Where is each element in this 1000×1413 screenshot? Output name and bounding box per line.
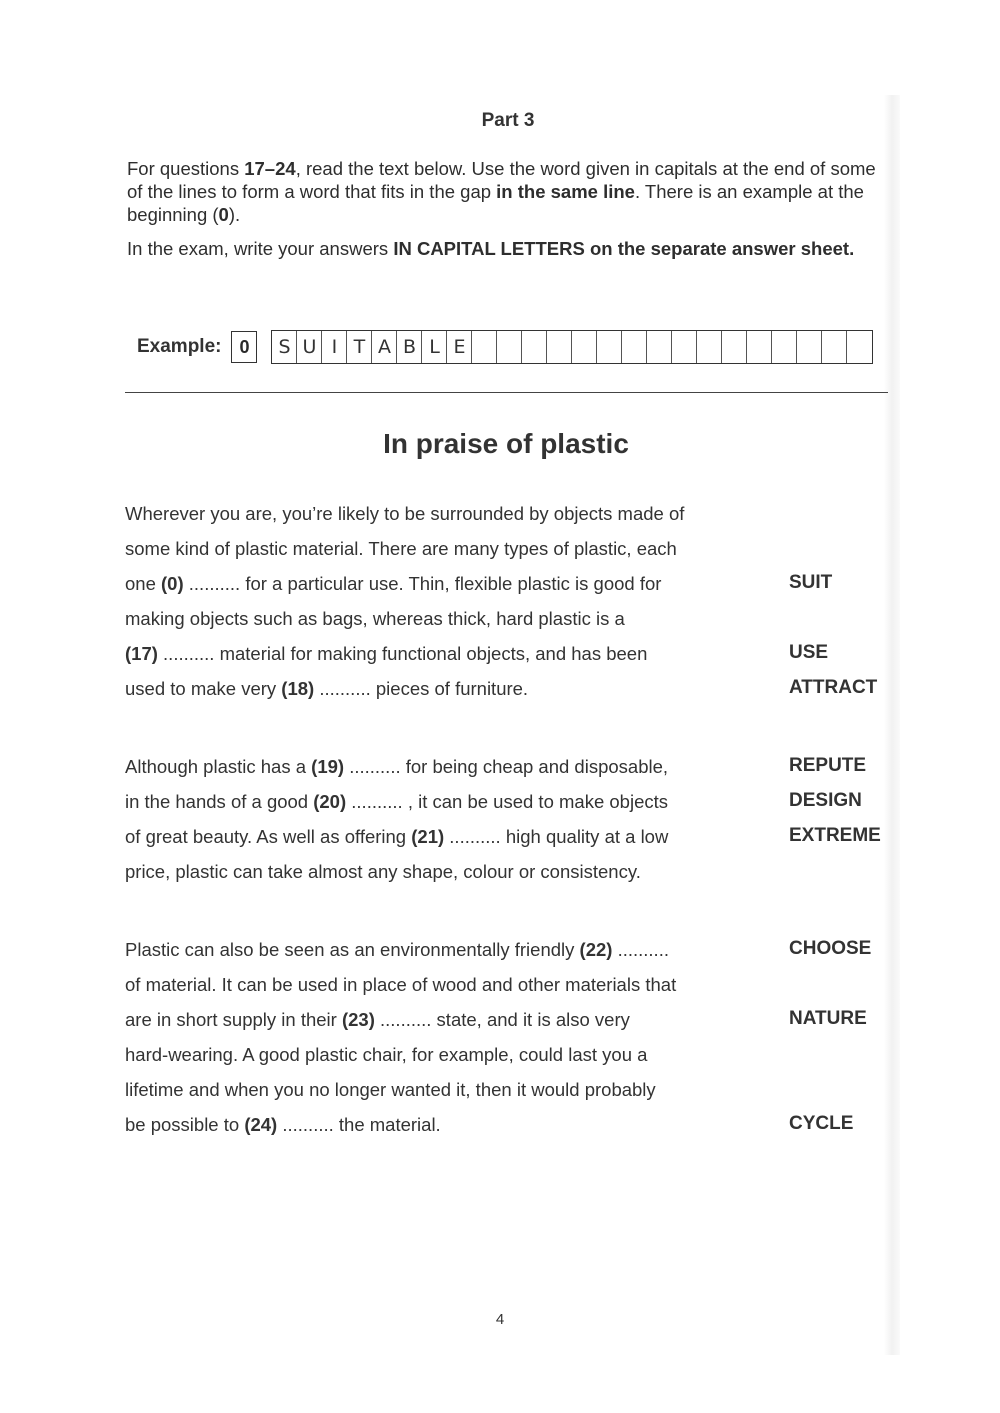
text-fragment: .......... , it can be used to make objects [346, 791, 668, 812]
text-fragment: be possible to [125, 1114, 245, 1135]
keyword-capital: DESIGN [789, 790, 862, 811]
text-fragment: .......... for being cheap and disposable, [344, 756, 669, 777]
part-title: Part 3 [481, 110, 535, 131]
instructions-paragraph-2 [127, 237, 887, 260]
text-fragment: one [125, 573, 162, 594]
text-line [125, 678, 528, 700]
page-number: 4 [495, 1311, 505, 1328]
text-line [125, 503, 684, 525]
text-fragment: of material. It can be used in place of wood and other materials that [125, 974, 677, 995]
text-title: In praise of plastic [383, 428, 629, 459]
example-letter-cell: I [322, 331, 347, 363]
example-letter-cell [772, 331, 797, 363]
example-letter-cell [547, 331, 572, 363]
instruction-text: 17–24 [244, 158, 296, 179]
keyword-capital: NATURE [789, 1008, 867, 1029]
example-letter-cell [697, 331, 722, 363]
example-letter-cell: U [297, 331, 322, 363]
text-line [125, 974, 676, 996]
keyword-capital: REPUTE [789, 755, 867, 776]
keyword-capital: SUIT [789, 572, 833, 593]
example-letter-cell: T [347, 331, 372, 363]
example-letter-cell [722, 331, 747, 363]
example-letter-cell [847, 331, 872, 363]
example-letter-cell [472, 331, 497, 363]
text-fragment: (20) [313, 791, 347, 812]
example-letter-cell [822, 331, 847, 363]
keyword-capital: USE [789, 642, 829, 663]
text-fragment: making objects such as bags, whereas thick, hard plastic is a [125, 608, 625, 629]
example-label: Example: [137, 336, 222, 357]
instruction-text: in the same line [496, 181, 635, 202]
instruction-text: IN CAPITAL LETTERS on the separate answer sheet. [393, 238, 855, 259]
text-fragment: (21) [411, 826, 445, 847]
text-fragment: used to make very [125, 678, 282, 699]
text-fragment: .......... pieces of furniture. [314, 678, 529, 699]
text-fragment: (17) [125, 643, 158, 664]
example-letter-cell [522, 331, 547, 363]
text-fragment: in the hands of a good [125, 791, 314, 812]
text-fragment: of great beauty. As well as offering [125, 826, 412, 847]
text-fragment: (19) [311, 756, 345, 777]
keyword-capital: CYCLE [789, 1113, 854, 1134]
example-letter-cell: L [422, 331, 447, 363]
example-letter-cell: B [397, 331, 422, 363]
example-letter-cell [497, 331, 522, 363]
text-line [125, 573, 661, 595]
text-fragment: .......... state, and it is also very [374, 1009, 630, 1030]
instruction-text: , read the text below. Use the word given in capitals at the end of some of the lines to form a word that fits in the gap [127, 158, 876, 202]
keyword-capital: ATTRACT [789, 677, 878, 698]
text-fragment: (24) [244, 1114, 278, 1135]
instruction-text: In the exam, write your answers [127, 238, 394, 259]
text-fragment: .......... the material. [277, 1114, 441, 1135]
text-line [125, 1044, 647, 1066]
example-letter-cell [647, 331, 672, 363]
example-letter-cell: E [447, 331, 472, 363]
text-fragment: Wherever you are, you’re likely to be surrounded by objects made of [125, 503, 685, 524]
instructions [127, 157, 887, 260]
instruction-text: ). [228, 204, 241, 225]
text-fragment: are in short supply in their [125, 1009, 342, 1030]
instruction-text: 0 [218, 204, 229, 225]
example-letter-cell: S [272, 331, 297, 363]
example-letter-cell [622, 331, 647, 363]
text-line [125, 861, 641, 883]
text-line [125, 826, 668, 848]
example-row [137, 330, 873, 364]
example-letter-cell [597, 331, 622, 363]
text-fragment: hard-wearing. A good plastic chair, for example, could last you a [125, 1044, 648, 1065]
text-fragment: Although plastic has a [125, 756, 312, 777]
text-line [125, 791, 668, 813]
example-letter-cell: A [372, 331, 397, 363]
text-line [125, 1114, 441, 1136]
instruction-text: . There is an example at the beginning ( [127, 181, 864, 225]
text-fragment: Plastic can also be seen as an environmentally friendly [125, 939, 580, 960]
text-fragment: .......... [612, 939, 669, 960]
keyword-capital: EXTREME [789, 825, 881, 846]
text-fragment: (18) [281, 678, 315, 699]
text-fragment: (0) [161, 573, 184, 594]
text-fragment: (23) [341, 1009, 375, 1030]
example-letter-cell [572, 331, 597, 363]
example-answer-boxes [271, 330, 873, 364]
example-letter-cell [797, 331, 822, 363]
scan-page-edge-shadow [884, 95, 900, 1355]
text-line [125, 1079, 656, 1101]
text-line [125, 538, 677, 560]
example-number-box: 0 [231, 331, 257, 363]
text-line [125, 608, 625, 630]
text-line [125, 756, 668, 778]
text-fragment: .......... material for making functional objects, and has been [157, 643, 648, 664]
text-line [125, 939, 669, 961]
example-letter-cell [672, 331, 697, 363]
example-letter-cell [747, 331, 772, 363]
text-fragment: price, plastic can take almost any shape, colour or consistency. [125, 861, 641, 882]
divider [125, 392, 888, 393]
instructions-paragraph-1 [127, 157, 887, 226]
text-fragment: .......... for a particular use. Thin, flexible plastic is good for [183, 573, 662, 594]
keyword-capital: CHOOSE [789, 938, 872, 959]
text-line [125, 1009, 630, 1031]
text-fragment: lifetime and when you no longer wanted it, then it would probably [125, 1079, 656, 1100]
text-fragment: some kind of plastic material. There are many types of plastic, each [125, 538, 677, 559]
text-fragment: (22) [579, 939, 613, 960]
text-fragment: .......... high quality at a low [444, 826, 669, 847]
text-line [125, 643, 647, 665]
instruction-text: For questions [127, 158, 245, 179]
